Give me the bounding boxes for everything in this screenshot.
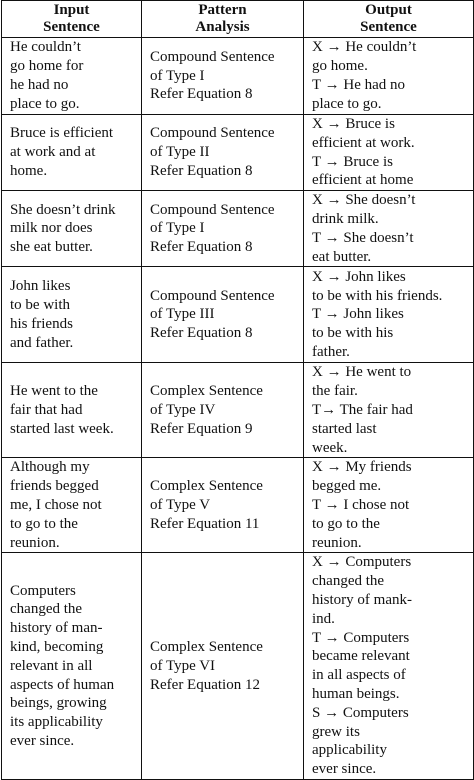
cell-line: Complex Sentence xyxy=(150,638,263,655)
cell-line: of Type V xyxy=(150,496,211,513)
cell-line: father. xyxy=(312,344,350,361)
cell-line: me, I chose not xyxy=(10,496,102,513)
cell-line: of Type III xyxy=(150,306,215,323)
header-text: Output xyxy=(365,2,412,18)
cell-line: at work and at xyxy=(10,144,96,161)
input-sentence-cell xyxy=(2,191,142,267)
cell-line: John likes xyxy=(10,278,71,295)
cell-line: she eat butter. xyxy=(10,239,93,256)
input-sentence-cell xyxy=(2,553,142,780)
cell-line: S → Computers xyxy=(312,704,409,721)
cell-line: begged me. xyxy=(312,478,382,495)
cell-line: eat butter. xyxy=(312,248,372,265)
pattern-analysis-cell xyxy=(142,38,304,115)
cell-line: X → Bruce is xyxy=(312,116,395,132)
cell-line: became relevant xyxy=(312,648,410,665)
cell-line: to be with his xyxy=(312,325,394,342)
cell-line: reunion. xyxy=(10,534,60,551)
cell-line: reunion. xyxy=(312,534,362,551)
cell-line: week. xyxy=(312,439,348,456)
cell-line: X → She doesn’t xyxy=(312,192,416,209)
cell-line: applicability xyxy=(312,742,387,759)
cell-line: human beings. xyxy=(312,685,400,702)
cell-line: T → John likes xyxy=(312,306,404,323)
cell-line: T → Computers xyxy=(312,629,410,646)
cell-line: to be with his friends. xyxy=(312,287,443,304)
cell-line: history of man- xyxy=(10,620,103,637)
cell-line: He couldn’t xyxy=(10,39,81,56)
header-text: Input xyxy=(53,2,90,18)
cell-line: place to go. xyxy=(10,95,80,112)
cell-line: He went to the xyxy=(10,383,98,400)
table-row xyxy=(2,458,474,553)
cell-line: changed the xyxy=(10,601,83,618)
cell-line: X → Computers xyxy=(312,554,412,571)
cell-line: started last week. xyxy=(10,420,114,437)
input-sentence-cell xyxy=(2,363,142,458)
input-sentence-cell xyxy=(2,267,142,363)
output-sentence-cell xyxy=(304,191,474,267)
cell-line: efficient at home xyxy=(312,172,414,189)
output-sentence-cell xyxy=(304,267,474,363)
cell-line: go home for xyxy=(10,58,84,75)
cell-line: go home. xyxy=(312,58,368,75)
header-pattern-analysis xyxy=(142,1,304,38)
header-input-sentence xyxy=(2,1,142,38)
output-sentence-cell xyxy=(304,115,474,191)
cell-line: started last xyxy=(312,420,377,437)
cell-line: the fair. xyxy=(312,383,358,400)
pattern-analysis-cell xyxy=(142,115,304,191)
pattern-analysis-cell xyxy=(142,363,304,458)
input-sentence-cell xyxy=(2,115,142,191)
table-row xyxy=(2,115,474,191)
cell-line: Refer Equation 8 xyxy=(150,86,253,103)
cell-line: to go to the xyxy=(312,515,380,532)
output-sentence-cell xyxy=(304,363,474,458)
cell-line: fair that had xyxy=(10,401,83,418)
cell-line: place to go. xyxy=(312,95,382,112)
cell-line: Compound Sentence xyxy=(150,201,275,218)
cell-line: of Type II xyxy=(150,144,210,161)
cell-line: ever since. xyxy=(312,761,377,778)
cell-line: Complex Sentence xyxy=(150,383,263,400)
cell-line: aspects of human xyxy=(10,676,115,693)
cell-line: T → She doesn’t xyxy=(312,229,414,246)
cell-line: of Type IV xyxy=(150,401,216,418)
cell-line: X → He couldn’t xyxy=(312,39,417,56)
table-row xyxy=(2,191,474,267)
cell-line: Refer Equation 8 xyxy=(150,162,253,179)
cell-line: of Type VI xyxy=(150,657,216,674)
cell-line: T→ The fair had xyxy=(312,401,413,418)
cell-line: in all aspects of xyxy=(312,667,406,684)
cell-line: grew its xyxy=(312,723,360,740)
output-sentence-cell xyxy=(304,553,474,780)
cell-line: Compound Sentence xyxy=(150,48,275,65)
cell-line: Although my xyxy=(10,459,90,476)
cell-line: milk nor does xyxy=(10,220,93,237)
cell-line: relevant in all xyxy=(10,657,93,674)
header-text: Sentence xyxy=(43,19,100,35)
input-sentence-cell xyxy=(2,458,142,553)
cell-line: T → He had no xyxy=(312,77,406,93)
cell-line: Bruce is efficient xyxy=(10,125,114,142)
input-sentence-cell xyxy=(2,38,142,115)
cell-line: to be with xyxy=(10,297,70,314)
cell-line: to go to the xyxy=(10,515,78,532)
pattern-analysis-cell xyxy=(142,191,304,267)
cell-line: of Type I xyxy=(150,220,205,237)
cell-line: and father. xyxy=(10,334,74,351)
cell-line: Compound Sentence xyxy=(150,287,275,304)
cell-line: She doesn’t drink xyxy=(10,201,116,218)
cell-line: ind. xyxy=(312,610,335,627)
header-row xyxy=(2,1,474,38)
output-sentence-cell xyxy=(304,38,474,115)
cell-line: T → I chose not xyxy=(312,496,410,513)
cell-line: home. xyxy=(10,162,48,179)
cell-line: drink milk. xyxy=(312,210,379,227)
table-row xyxy=(2,267,474,363)
cell-line: Compound Sentence xyxy=(150,125,275,142)
cell-line: friends begged xyxy=(10,478,99,495)
cell-line: kind, becoming xyxy=(10,638,104,655)
cell-line: Refer Equation 9 xyxy=(150,420,253,437)
cell-line: his friends xyxy=(10,315,73,332)
cell-line: X → John likes xyxy=(312,268,406,285)
pattern-analysis-cell xyxy=(142,458,304,553)
table-row xyxy=(2,38,474,115)
cell-line: ever since. xyxy=(10,732,75,749)
header-output-sentence xyxy=(304,1,474,38)
header-text: Pattern xyxy=(198,2,247,18)
pattern-analysis-cell xyxy=(142,267,304,363)
cell-line: beings, growing xyxy=(10,695,107,712)
cell-line: Complex Sentence xyxy=(150,478,263,495)
cell-line: X → My friends xyxy=(312,459,412,476)
cell-line: Refer Equation 11 xyxy=(150,515,260,532)
sentence-pattern-table xyxy=(1,0,474,780)
cell-line: Refer Equation 12 xyxy=(150,676,260,693)
cell-line: Refer Equation 8 xyxy=(150,239,253,256)
cell-line: efficient at work. xyxy=(312,134,415,151)
cell-line: T → Bruce is xyxy=(312,153,393,170)
cell-line: history of mank- xyxy=(312,591,412,608)
pattern-analysis-cell xyxy=(142,553,304,780)
cell-line: changed the xyxy=(312,573,385,590)
table-row xyxy=(2,553,474,780)
table-row xyxy=(2,363,474,458)
header-text: Sentence xyxy=(360,19,417,35)
output-sentence-cell xyxy=(304,458,474,553)
cell-line: X → He went to xyxy=(312,364,412,381)
header-text: Analysis xyxy=(195,19,250,35)
cell-line: he had no xyxy=(10,77,69,93)
cell-line: of Type I xyxy=(150,67,205,84)
cell-line: its applicability xyxy=(10,714,103,731)
cell-line: Refer Equation 8 xyxy=(150,325,253,342)
cell-line: Computers xyxy=(10,582,76,599)
